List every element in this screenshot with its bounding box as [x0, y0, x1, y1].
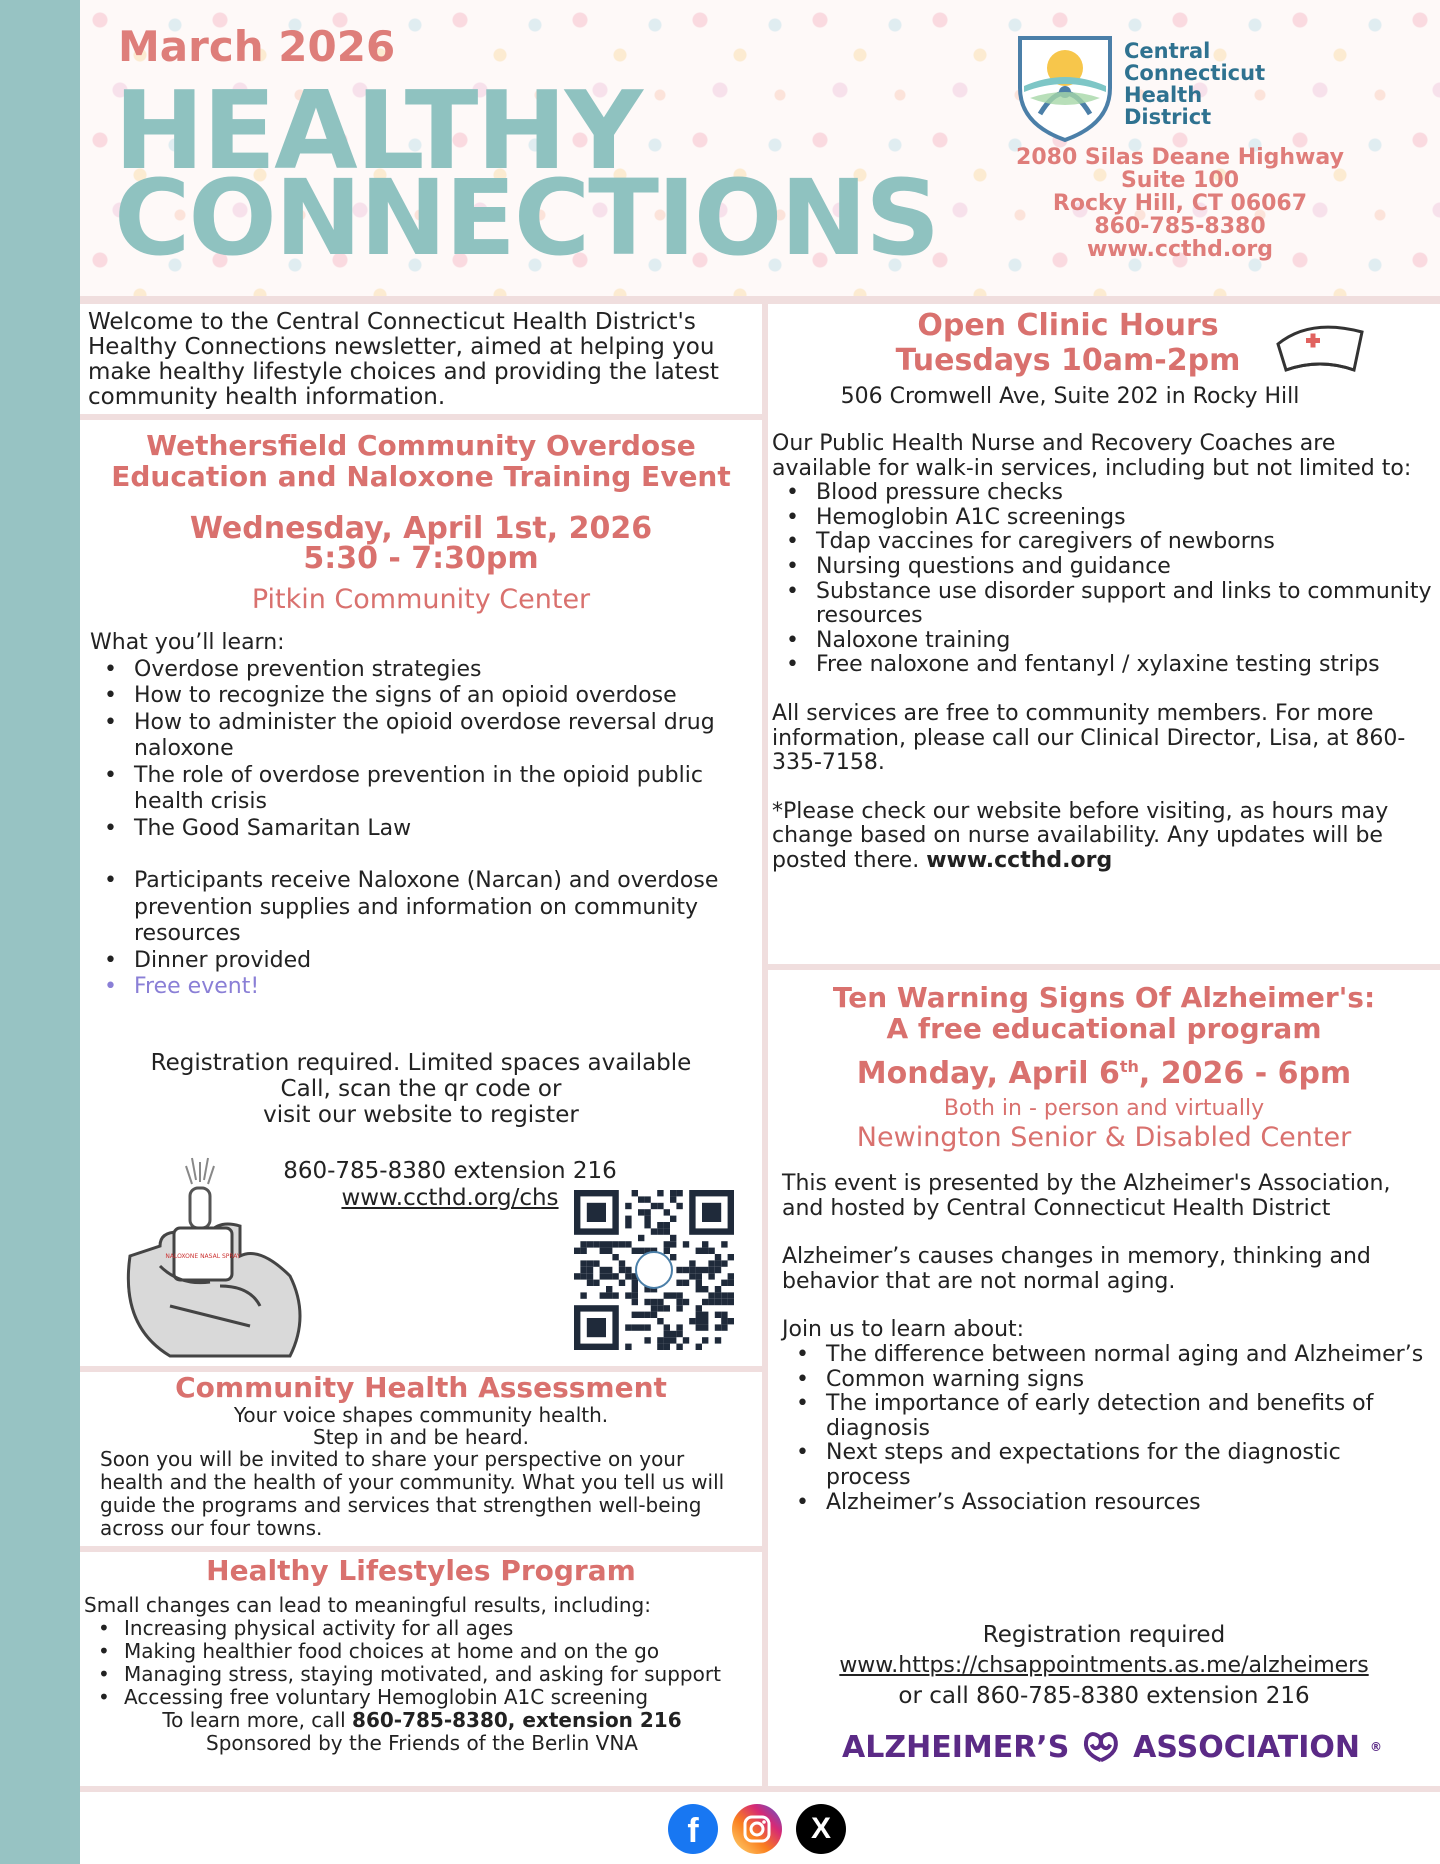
- alz-logo-registered: ®: [1370, 1740, 1382, 1754]
- overdose-title-line: Education and Naloxone Training Event: [111, 460, 731, 493]
- overdose-event-time: 5:30 - 7:30pm: [303, 541, 539, 576]
- x-icon[interactable]: X: [796, 1804, 846, 1854]
- org-name-line: Connecticut: [1124, 61, 1266, 85]
- registration-line: visit our website to register: [263, 1102, 579, 1128]
- list-item: • The role of overdose prevention in the opioid public health crisis: [90, 763, 760, 816]
- hlp-learn-more-prefix: To learn more, call: [162, 1708, 353, 1732]
- hlp-list: [84, 1617, 760, 1709]
- list-item: • Alzheimer’s Association resources: [782, 1491, 1430, 1516]
- list-item: • Next steps and expectations for the diagnostic process: [782, 1441, 1430, 1490]
- list-item: • Accessing free voluntary Hemoglobin A1C screening: [84, 1686, 760, 1709]
- welcome-text: Welcome to the Central Connecticut Health District's Healthy Connections newsletter, aimed at helping you make healthy lifestyle choices and providing the latest community health information.: [88, 309, 719, 410]
- issue-date: March 2026: [118, 22, 396, 71]
- alzheimers-association-logo: [842, 1722, 1382, 1772]
- free-event-item: • Free event!: [90, 974, 760, 1001]
- cchd-logo-icon: [1010, 28, 1120, 144]
- alz-date: [768, 1056, 1440, 1091]
- overdose-event-title: [80, 430, 762, 492]
- list-item: • Naloxone training: [772, 629, 1432, 654]
- title-healthy: HEALTHY: [114, 69, 641, 194]
- alz-title: [768, 982, 1440, 1044]
- community-assessment-section: [80, 1372, 762, 1546]
- clinic-services-block: [772, 432, 1432, 874]
- overdose-event-datetime: [80, 511, 762, 576]
- alz-causes: Alzheimer’s causes changes in memory, thinking and behavior that are not normal aging.: [782, 1244, 1371, 1294]
- list-item: • Hemoglobin A1C screenings: [772, 506, 1432, 531]
- clinic-check-text: *Please check our website before visiting, as hours may change based on nurse availability. Any updates will be posted there.: [772, 798, 1389, 873]
- list-item: • Making healthier food choices at home and on the go: [84, 1640, 760, 1663]
- list-item: • The Good Samaritan Law: [90, 816, 760, 843]
- perks-list: [90, 868, 760, 1001]
- overdose-title-line: Wethersfield Community Overdose: [146, 429, 696, 462]
- hlp-phone[interactable]: 860-785-8380, extension 216: [352, 1708, 682, 1732]
- alz-format: Both in - person and virtually: [943, 1096, 1265, 1121]
- learn-heading: What you’ll learn:: [90, 630, 285, 655]
- title-connections: CONNECTIONS: [114, 157, 939, 279]
- list-item: • Tdap vaccines for caregivers of newborns: [772, 530, 1432, 555]
- alz-registration-label: Registration required: [982, 1622, 1226, 1648]
- list-item: • Common warning signs: [782, 1368, 1430, 1393]
- hlp-intro: Small changes can lead to meaningful results, including:: [84, 1593, 651, 1617]
- alz-topics-list: [782, 1343, 1430, 1515]
- clinic-check-note: [772, 800, 1432, 874]
- healthy-lifestyles-section: [80, 1552, 762, 1786]
- cha-title: Community Health Assessment: [175, 1371, 667, 1404]
- alz-registration: [768, 1620, 1440, 1711]
- address-line: Suite 100: [1120, 168, 1240, 193]
- alz-date-sup: th: [1119, 1057, 1139, 1076]
- welcome-section: [80, 304, 762, 414]
- list-item: • Substance use disorder support and links to community resources: [772, 580, 1432, 629]
- list-item: • Participants receive Naloxone (Narcan) and overdose prevention supplies and information on community resources: [90, 868, 760, 948]
- list-item: • Managing stress, staying motivated, and asking for support: [84, 1663, 760, 1686]
- alz-title-line: Ten Warning Signs Of Alzheimer's:: [832, 981, 1376, 1014]
- registration-qr-code[interactable]: [574, 1190, 734, 1350]
- alz-registration-link[interactable]: www.https://chsappointments.as.me/alzheimers: [839, 1653, 1369, 1678]
- overdose-event-venue: Pitkin Community Center: [251, 584, 591, 615]
- list-item: • Free naloxone and fentanyl / xylaxine testing strips: [772, 653, 1432, 678]
- alzheimers-association-mark-icon: [1079, 1724, 1123, 1770]
- alzheimers-section: [768, 970, 1440, 1786]
- event-website-link[interactable]: www.ccthd.org/chs: [341, 1185, 559, 1211]
- list-item: • Blood pressure checks: [772, 481, 1432, 506]
- alz-title-line: A free educational program: [886, 1012, 1322, 1045]
- list-item: • Dinner provided: [90, 948, 760, 975]
- address-phone: 860-785-8380: [1094, 214, 1266, 239]
- alz-join-heading: Join us to learn about:: [782, 1317, 1025, 1343]
- cha-tagline-line: Step in and be heard.: [313, 1425, 529, 1449]
- clinic-website-link[interactable]: www.ccthd.org: [926, 847, 1113, 873]
- cha-body: Soon you will be invited to share your perspective on your health and the health of your community. What you tell us will guide the programs and services that strengthen well-being across our four towns.: [100, 1447, 725, 1540]
- cha-tagline: [80, 1404, 762, 1448]
- hlp-title: Healthy Lifestyles Program: [206, 1554, 636, 1587]
- address-website[interactable]: www.ccthd.org: [1086, 237, 1273, 262]
- hlp-body: [84, 1594, 760, 1755]
- org-name-line: District: [1124, 105, 1212, 129]
- instagram-icon[interactable]: [732, 1804, 782, 1854]
- list-item: • The difference between normal aging and Alzheimer’s: [782, 1343, 1430, 1368]
- alz-logo-left-text: ALZHEIMER’S: [842, 1729, 1070, 1765]
- registration-block: [80, 1050, 762, 1128]
- newsletter-header: [80, 0, 1440, 296]
- address-line: Rocky Hill, CT 06067: [1052, 191, 1308, 216]
- clinic-free-note: All services are free to community members. For more information, please call our Clinical Director, Lisa, at 860-335-7158.: [772, 700, 1406, 776]
- list-item: • Overdose prevention strategies: [90, 657, 760, 684]
- clinic-title-line: Open Clinic Hours: [917, 308, 1219, 343]
- hlp-learn-more: [84, 1709, 760, 1732]
- clinic-hours: Tuesdays 10am-2pm: [895, 343, 1241, 378]
- list-item: • How to recognize the signs of an opioid overdose: [90, 683, 760, 710]
- nurse-cap-icon: [1270, 314, 1370, 384]
- facebook-icon[interactable]: f: [668, 1804, 718, 1854]
- org-address: [960, 146, 1400, 261]
- naloxone-spray-illustration: [100, 1136, 330, 1366]
- clinic-services-list: [772, 481, 1432, 678]
- org-name: [1124, 40, 1265, 128]
- list-item: • The importance of early detection and benefits of diagnosis: [782, 1392, 1430, 1441]
- alz-call-line: or call 860-785-8380 extension 216: [898, 1683, 1310, 1709]
- list-item: • How to administer the opioid overdose reversal drug naloxone: [90, 710, 760, 763]
- spray-label: NALOXONE NASAL SPRAY: [165, 1253, 241, 1260]
- registration-line: Call, scan the qr code or: [280, 1076, 562, 1102]
- overdose-learn-block: [90, 630, 760, 1001]
- event-phone[interactable]: 860-785-8380 extension 216: [283, 1158, 617, 1184]
- open-clinic-section: [768, 304, 1440, 964]
- clinic-intro: Our Public Health Nurse and Recovery Coaches are available for walk-in services, including but not limited to:: [772, 431, 1412, 481]
- alz-presented: This event is presented by the Alzheimer's Association, and hosted by Central Connecticut Health District: [782, 1171, 1391, 1221]
- org-name-line: Central: [1124, 39, 1211, 63]
- divider: [80, 296, 1440, 304]
- alz-body: [782, 1172, 1430, 1515]
- alz-venue: Newington Senior & Disabled Center: [856, 1122, 1352, 1153]
- address-line: 2080 Silas Deane Highway: [1016, 145, 1344, 170]
- org-name-line: Health: [1124, 83, 1203, 107]
- clinic-location: 506 Cromwell Ave, Suite 202 in Rocky Hill: [840, 384, 1300, 409]
- list-item: • Increasing physical activity for all ages: [84, 1617, 760, 1640]
- alz-date-suffix: , 2026 - 6pm: [1138, 1056, 1352, 1091]
- alz-logo-right-text: ASSOCIATION: [1133, 1729, 1360, 1765]
- registration-line: Registration required. Limited spaces available: [150, 1050, 692, 1076]
- side-accent-bar: [0, 0, 80, 1864]
- social-footer: [80, 1792, 1440, 1864]
- hlp-sponsor: Sponsored by the Friends of the Berlin VNA: [206, 1731, 638, 1755]
- overdose-event-date: Wednesday, April 1st, 2026: [189, 511, 653, 546]
- overdose-event-section: [80, 420, 762, 1366]
- alz-date-text: Monday, April 6: [856, 1056, 1120, 1091]
- list-item: • Nursing questions and guidance: [772, 555, 1432, 580]
- cha-tagline-line: Your voice shapes community health.: [233, 1403, 609, 1427]
- learn-list: [90, 657, 760, 843]
